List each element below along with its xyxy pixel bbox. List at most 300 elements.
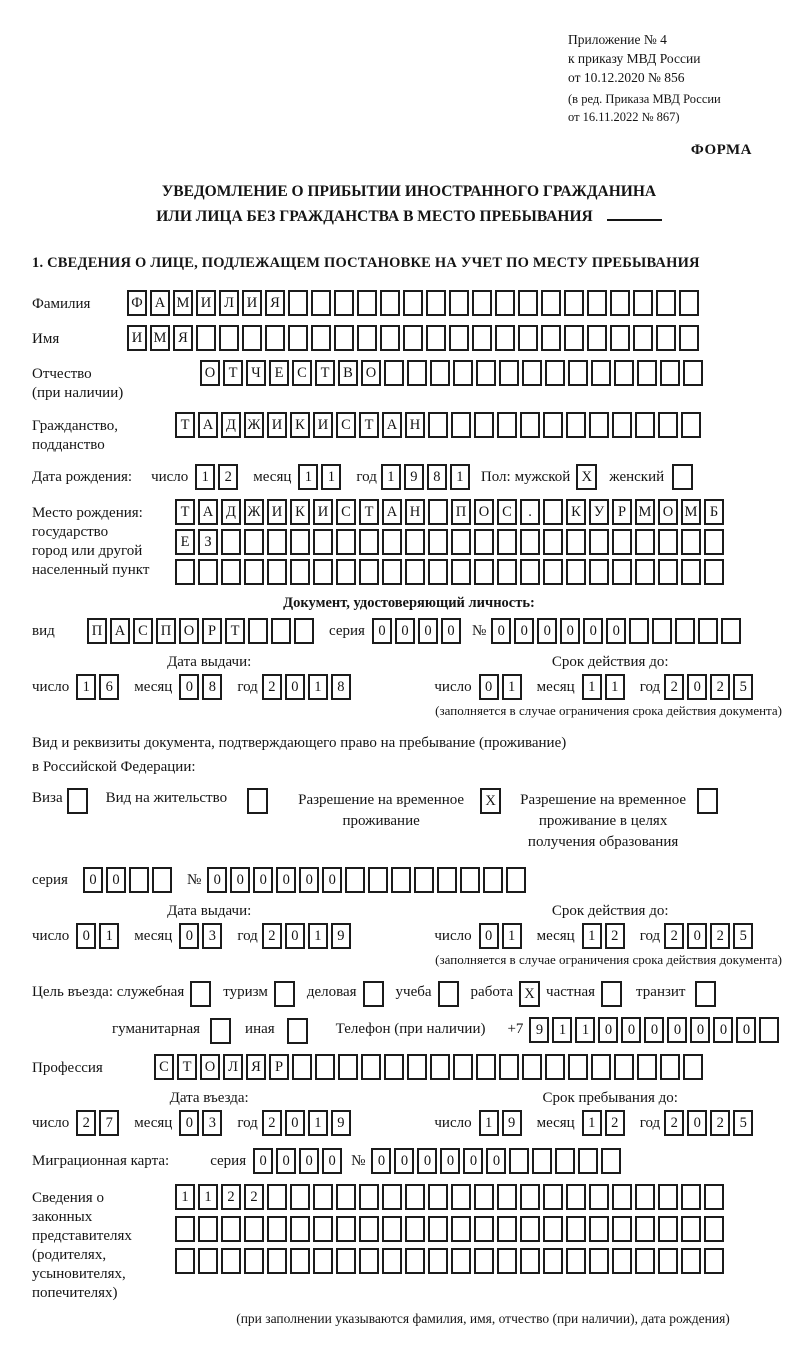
char-cell[interactable]: Т <box>359 412 379 438</box>
char-cell[interactable] <box>520 529 540 555</box>
char-cell[interactable]: 1 <box>381 464 401 490</box>
char-cell[interactable]: А <box>382 412 402 438</box>
char-cell[interactable] <box>520 559 540 585</box>
char-cell[interactable] <box>566 529 586 555</box>
char-cell[interactable]: М <box>150 325 170 351</box>
char-cell[interactable] <box>426 325 446 351</box>
char-cell[interactable]: 1 <box>450 464 470 490</box>
char-cell[interactable]: 2 <box>710 923 730 949</box>
char-cell[interactable] <box>635 1248 655 1274</box>
char-cell[interactable]: 0 <box>537 618 557 644</box>
char-cell[interactable] <box>698 618 718 644</box>
sex-male-checkbox[interactable]: X <box>576 464 597 490</box>
char-cell[interactable]: 5 <box>733 1110 753 1136</box>
char-cell[interactable] <box>612 1216 632 1242</box>
char-cell[interactable] <box>428 1184 448 1210</box>
char-cell[interactable]: 1 <box>552 1017 572 1043</box>
char-cell[interactable] <box>658 1216 678 1242</box>
char-cell[interactable]: И <box>267 499 287 525</box>
char-cell[interactable] <box>612 1248 632 1274</box>
char-cell[interactable]: 0 <box>621 1017 641 1043</box>
char-cell[interactable]: О <box>474 499 494 525</box>
char-cell[interactable]: З <box>198 529 218 555</box>
char-cell[interactable] <box>244 1216 264 1242</box>
char-cell[interactable] <box>564 290 584 316</box>
char-cell[interactable] <box>704 1184 724 1210</box>
char-cell[interactable] <box>244 559 264 585</box>
char-cell[interactable]: 1 <box>308 674 328 700</box>
char-cell[interactable] <box>520 1248 540 1274</box>
char-cell[interactable] <box>313 1216 333 1242</box>
char-cell[interactable]: 1 <box>195 464 215 490</box>
char-cell[interactable]: 5 <box>733 674 753 700</box>
char-cell[interactable] <box>198 1216 218 1242</box>
char-cell[interactable] <box>612 529 632 555</box>
char-cell[interactable] <box>290 1248 310 1274</box>
char-cell[interactable]: 9 <box>529 1017 549 1043</box>
char-cell[interactable]: Т <box>225 618 245 644</box>
temp-residence-checkbox[interactable]: X <box>480 788 501 814</box>
char-cell[interactable]: 0 <box>583 618 603 644</box>
char-cell[interactable] <box>311 290 331 316</box>
char-cell[interactable]: 2 <box>262 674 282 700</box>
char-cell[interactable] <box>437 867 457 893</box>
char-cell[interactable] <box>656 325 676 351</box>
char-cell[interactable] <box>499 360 519 386</box>
char-cell[interactable] <box>681 1216 701 1242</box>
purpose-humanitarian-checkbox[interactable] <box>210 1018 231 1044</box>
char-cell[interactable] <box>704 1248 724 1274</box>
char-cell[interactable]: 1 <box>99 923 119 949</box>
char-cell[interactable]: 2 <box>76 1110 96 1136</box>
char-cell[interactable]: И <box>127 325 147 351</box>
char-cell[interactable]: 1 <box>582 923 602 949</box>
char-cell[interactable] <box>543 559 563 585</box>
char-cell[interactable]: Н <box>405 412 425 438</box>
purpose-business-checkbox[interactable] <box>363 981 384 1007</box>
char-cell[interactable] <box>683 360 703 386</box>
char-cell[interactable]: 0 <box>687 923 707 949</box>
char-cell[interactable] <box>198 1248 218 1274</box>
purpose-official-checkbox[interactable] <box>190 981 211 1007</box>
char-cell[interactable] <box>658 1184 678 1210</box>
char-cell[interactable]: 7 <box>99 1110 119 1136</box>
char-cell[interactable]: Н <box>405 499 425 525</box>
char-cell[interactable] <box>681 1248 701 1274</box>
char-cell[interactable]: 8 <box>202 674 222 700</box>
char-cell[interactable] <box>290 1216 310 1242</box>
char-cell[interactable]: М <box>173 290 193 316</box>
char-cell[interactable] <box>681 1184 701 1210</box>
char-cell[interactable]: 0 <box>76 923 96 949</box>
char-cell[interactable] <box>568 1054 588 1080</box>
char-cell[interactable]: 1 <box>321 464 341 490</box>
char-cell[interactable]: Т <box>223 360 243 386</box>
char-cell[interactable] <box>242 325 262 351</box>
char-cell[interactable]: 1 <box>308 923 328 949</box>
char-cell[interactable] <box>474 1216 494 1242</box>
char-cell[interactable] <box>290 1184 310 1210</box>
char-cell[interactable]: П <box>156 618 176 644</box>
char-cell[interactable]: 3 <box>202 923 222 949</box>
char-cell[interactable] <box>635 529 655 555</box>
char-cell[interactable] <box>453 360 473 386</box>
char-cell[interactable] <box>407 1054 427 1080</box>
char-cell[interactable] <box>497 1248 517 1274</box>
char-cell[interactable] <box>405 529 425 555</box>
char-cell[interactable]: Д <box>221 499 241 525</box>
char-cell[interactable]: 0 <box>83 867 103 893</box>
char-cell[interactable] <box>451 1184 471 1210</box>
char-cell[interactable]: 0 <box>667 1017 687 1043</box>
char-cell[interactable]: К <box>290 499 310 525</box>
char-cell[interactable]: Р <box>269 1054 289 1080</box>
char-cell[interactable] <box>759 1017 779 1043</box>
char-cell[interactable] <box>219 325 239 351</box>
char-cell[interactable]: Ж <box>244 499 264 525</box>
char-cell[interactable] <box>359 1216 379 1242</box>
char-cell[interactable]: С <box>292 360 312 386</box>
char-cell[interactable] <box>152 867 172 893</box>
char-cell[interactable] <box>451 412 471 438</box>
char-cell[interactable]: 2 <box>221 1184 241 1210</box>
char-cell[interactable] <box>382 529 402 555</box>
char-cell[interactable]: А <box>110 618 130 644</box>
char-cell[interactable]: Е <box>269 360 289 386</box>
char-cell[interactable]: Т <box>359 499 379 525</box>
char-cell[interactable] <box>522 360 542 386</box>
char-cell[interactable] <box>336 1248 356 1274</box>
char-cell[interactable]: 0 <box>486 1148 506 1174</box>
char-cell[interactable]: Я <box>265 290 285 316</box>
char-cell[interactable] <box>334 325 354 351</box>
char-cell[interactable] <box>267 559 287 585</box>
char-cell[interactable] <box>472 325 492 351</box>
char-cell[interactable]: О <box>179 618 199 644</box>
char-cell[interactable]: 0 <box>491 618 511 644</box>
purpose-transit-checkbox[interactable] <box>695 981 716 1007</box>
char-cell[interactable]: 0 <box>598 1017 618 1043</box>
char-cell[interactable]: Т <box>175 499 195 525</box>
char-cell[interactable]: 0 <box>207 867 227 893</box>
char-cell[interactable]: Р <box>612 499 632 525</box>
char-cell[interactable]: К <box>290 412 310 438</box>
char-cell[interactable]: 1 <box>198 1184 218 1210</box>
char-cell[interactable] <box>589 1184 609 1210</box>
char-cell[interactable] <box>474 529 494 555</box>
char-cell[interactable]: 0 <box>440 1148 460 1174</box>
char-cell[interactable] <box>566 559 586 585</box>
char-cell[interactable] <box>612 559 632 585</box>
char-cell[interactable]: 2 <box>664 923 684 949</box>
char-cell[interactable]: 1 <box>479 1110 499 1136</box>
char-cell[interactable] <box>292 1054 312 1080</box>
char-cell[interactable] <box>267 1216 287 1242</box>
char-cell[interactable]: 2 <box>605 923 625 949</box>
char-cell[interactable] <box>359 1248 379 1274</box>
char-cell[interactable]: 0 <box>418 618 438 644</box>
char-cell[interactable] <box>265 325 285 351</box>
char-cell[interactable] <box>543 1216 563 1242</box>
char-cell[interactable]: 0 <box>299 1148 319 1174</box>
char-cell[interactable] <box>543 1184 563 1210</box>
char-cell[interactable] <box>601 1148 621 1174</box>
char-cell[interactable] <box>660 1054 680 1080</box>
char-cell[interactable]: Ч <box>246 360 266 386</box>
char-cell[interactable]: 8 <box>331 674 351 700</box>
char-cell[interactable] <box>451 1248 471 1274</box>
char-cell[interactable] <box>658 1248 678 1274</box>
char-cell[interactable]: 0 <box>322 867 342 893</box>
sex-female-checkbox[interactable] <box>672 464 693 490</box>
char-cell[interactable] <box>476 1054 496 1080</box>
char-cell[interactable] <box>382 1216 402 1242</box>
char-cell[interactable] <box>313 1248 333 1274</box>
char-cell[interactable] <box>453 1054 473 1080</box>
char-cell[interactable] <box>633 325 653 351</box>
char-cell[interactable]: Е <box>175 529 195 555</box>
purpose-private-checkbox[interactable] <box>601 981 622 1007</box>
char-cell[interactable]: 1 <box>575 1017 595 1043</box>
residence-permit-checkbox[interactable] <box>247 788 268 814</box>
char-cell[interactable] <box>704 529 724 555</box>
char-cell[interactable]: 2 <box>710 1110 730 1136</box>
char-cell[interactable] <box>405 1248 425 1274</box>
char-cell[interactable]: Л <box>219 290 239 316</box>
char-cell[interactable]: 0 <box>179 674 199 700</box>
char-cell[interactable]: 1 <box>582 1110 602 1136</box>
char-cell[interactable] <box>359 529 379 555</box>
char-cell[interactable] <box>518 290 538 316</box>
char-cell[interactable] <box>679 290 699 316</box>
char-cell[interactable] <box>175 1248 195 1274</box>
char-cell[interactable] <box>637 360 657 386</box>
char-cell[interactable]: 0 <box>230 867 250 893</box>
char-cell[interactable] <box>359 1184 379 1210</box>
char-cell[interactable] <box>497 1216 517 1242</box>
char-cell[interactable] <box>244 529 264 555</box>
char-cell[interactable] <box>334 290 354 316</box>
char-cell[interactable] <box>380 325 400 351</box>
char-cell[interactable] <box>637 1054 657 1080</box>
char-cell[interactable] <box>658 559 678 585</box>
char-cell[interactable] <box>610 325 630 351</box>
char-cell[interactable]: Ж <box>244 412 264 438</box>
char-cell[interactable] <box>382 1248 402 1274</box>
char-cell[interactable]: Т <box>315 360 335 386</box>
char-cell[interactable]: 0 <box>179 923 199 949</box>
char-cell[interactable]: 0 <box>417 1148 437 1174</box>
char-cell[interactable] <box>449 325 469 351</box>
char-cell[interactable] <box>403 290 423 316</box>
char-cell[interactable] <box>589 1248 609 1274</box>
char-cell[interactable] <box>681 529 701 555</box>
char-cell[interactable]: 0 <box>479 923 499 949</box>
char-cell[interactable]: С <box>336 499 356 525</box>
char-cell[interactable] <box>288 325 308 351</box>
char-cell[interactable]: 2 <box>262 1110 282 1136</box>
char-cell[interactable]: 0 <box>285 923 305 949</box>
char-cell[interactable]: 0 <box>687 674 707 700</box>
char-cell[interactable] <box>589 559 609 585</box>
char-cell[interactable]: А <box>382 499 402 525</box>
char-cell[interactable] <box>451 529 471 555</box>
char-cell[interactable] <box>382 1184 402 1210</box>
char-cell[interactable] <box>336 1184 356 1210</box>
char-cell[interactable] <box>175 1216 195 1242</box>
char-cell[interactable]: Л <box>223 1054 243 1080</box>
char-cell[interactable]: 1 <box>76 674 96 700</box>
char-cell[interactable]: 0 <box>322 1148 342 1174</box>
char-cell[interactable]: А <box>198 499 218 525</box>
char-cell[interactable] <box>426 290 446 316</box>
char-cell[interactable] <box>430 360 450 386</box>
char-cell[interactable] <box>428 559 448 585</box>
char-cell[interactable] <box>403 325 423 351</box>
char-cell[interactable] <box>520 1184 540 1210</box>
char-cell[interactable] <box>414 867 434 893</box>
char-cell[interactable] <box>313 559 333 585</box>
char-cell[interactable]: 0 <box>644 1017 664 1043</box>
char-cell[interactable]: 1 <box>502 674 522 700</box>
char-cell[interactable] <box>472 290 492 316</box>
char-cell[interactable] <box>221 1216 241 1242</box>
char-cell[interactable]: О <box>361 360 381 386</box>
char-cell[interactable] <box>635 559 655 585</box>
purpose-work-checkbox[interactable]: X <box>519 981 540 1007</box>
char-cell[interactable] <box>656 290 676 316</box>
char-cell[interactable] <box>541 290 561 316</box>
char-cell[interactable] <box>428 499 448 525</box>
char-cell[interactable] <box>428 529 448 555</box>
char-cell[interactable]: О <box>200 360 220 386</box>
char-cell[interactable]: 0 <box>394 1148 414 1174</box>
char-cell[interactable] <box>721 618 741 644</box>
char-cell[interactable] <box>495 325 515 351</box>
temp-residence-education-checkbox[interactable] <box>697 788 718 814</box>
char-cell[interactable] <box>589 412 609 438</box>
char-cell[interactable]: 2 <box>605 1110 625 1136</box>
char-cell[interactable]: 0 <box>253 1148 273 1174</box>
char-cell[interactable]: У <box>589 499 609 525</box>
char-cell[interactable] <box>614 360 634 386</box>
char-cell[interactable]: 9 <box>404 464 424 490</box>
visa-checkbox[interactable] <box>67 788 88 814</box>
char-cell[interactable]: 1 <box>605 674 625 700</box>
char-cell[interactable]: Я <box>173 325 193 351</box>
char-cell[interactable]: 3 <box>202 1110 222 1136</box>
char-cell[interactable]: 0 <box>463 1148 483 1174</box>
char-cell[interactable]: 1 <box>175 1184 195 1210</box>
char-cell[interactable] <box>658 412 678 438</box>
char-cell[interactable] <box>566 412 586 438</box>
char-cell[interactable]: 0 <box>106 867 126 893</box>
char-cell[interactable] <box>345 867 365 893</box>
char-cell[interactable] <box>635 412 655 438</box>
char-cell[interactable]: В <box>338 360 358 386</box>
char-cell[interactable] <box>311 325 331 351</box>
char-cell[interactable] <box>336 1216 356 1242</box>
char-cell[interactable] <box>497 1184 517 1210</box>
char-cell[interactable] <box>543 529 563 555</box>
char-cell[interactable] <box>587 290 607 316</box>
char-cell[interactable]: А <box>150 290 170 316</box>
char-cell[interactable] <box>495 290 515 316</box>
char-cell[interactable]: 0 <box>299 867 319 893</box>
char-cell[interactable] <box>532 1148 552 1174</box>
char-cell[interactable] <box>520 1216 540 1242</box>
char-cell[interactable]: 9 <box>331 1110 351 1136</box>
char-cell[interactable] <box>568 360 588 386</box>
char-cell[interactable]: П <box>451 499 471 525</box>
char-cell[interactable] <box>267 529 287 555</box>
char-cell[interactable] <box>315 1054 335 1080</box>
char-cell[interactable] <box>635 1184 655 1210</box>
char-cell[interactable] <box>704 1216 724 1242</box>
char-cell[interactable] <box>679 325 699 351</box>
char-cell[interactable] <box>196 325 216 351</box>
char-cell[interactable]: 0 <box>285 1110 305 1136</box>
char-cell[interactable]: А <box>198 412 218 438</box>
char-cell[interactable] <box>499 1054 519 1080</box>
char-cell[interactable] <box>391 867 411 893</box>
char-cell[interactable] <box>589 1216 609 1242</box>
char-cell[interactable] <box>407 360 427 386</box>
char-cell[interactable] <box>543 1248 563 1274</box>
char-cell[interactable] <box>449 290 469 316</box>
char-cell[interactable]: М <box>681 499 701 525</box>
char-cell[interactable] <box>497 559 517 585</box>
char-cell[interactable] <box>566 1248 586 1274</box>
char-cell[interactable] <box>681 559 701 585</box>
char-cell[interactable]: 0 <box>285 674 305 700</box>
char-cell[interactable]: О <box>658 499 678 525</box>
char-cell[interactable] <box>357 290 377 316</box>
char-cell[interactable] <box>451 1216 471 1242</box>
char-cell[interactable]: 2 <box>710 674 730 700</box>
char-cell[interactable] <box>221 559 241 585</box>
char-cell[interactable]: 2 <box>262 923 282 949</box>
char-cell[interactable]: 0 <box>690 1017 710 1043</box>
char-cell[interactable]: 0 <box>372 618 392 644</box>
char-cell[interactable] <box>497 529 517 555</box>
char-cell[interactable]: 0 <box>395 618 415 644</box>
char-cell[interactable] <box>545 360 565 386</box>
char-cell[interactable] <box>509 1148 529 1174</box>
char-cell[interactable]: Ф <box>127 290 147 316</box>
char-cell[interactable] <box>359 559 379 585</box>
char-cell[interactable] <box>405 559 425 585</box>
char-cell[interactable] <box>382 559 402 585</box>
char-cell[interactable] <box>336 559 356 585</box>
char-cell[interactable] <box>520 412 540 438</box>
char-cell[interactable] <box>474 412 494 438</box>
char-cell[interactable]: И <box>313 412 333 438</box>
char-cell[interactable] <box>704 559 724 585</box>
char-cell[interactable] <box>267 1248 287 1274</box>
char-cell[interactable] <box>175 559 195 585</box>
char-cell[interactable] <box>591 360 611 386</box>
char-cell[interactable] <box>541 325 561 351</box>
purpose-tourism-checkbox[interactable] <box>274 981 295 1007</box>
char-cell[interactable]: 0 <box>276 1148 296 1174</box>
char-cell[interactable]: Д <box>221 412 241 438</box>
char-cell[interactable] <box>543 499 563 525</box>
char-cell[interactable] <box>338 1054 358 1080</box>
char-cell[interactable] <box>460 867 480 893</box>
char-cell[interactable]: 0 <box>713 1017 733 1043</box>
char-cell[interactable] <box>267 1184 287 1210</box>
